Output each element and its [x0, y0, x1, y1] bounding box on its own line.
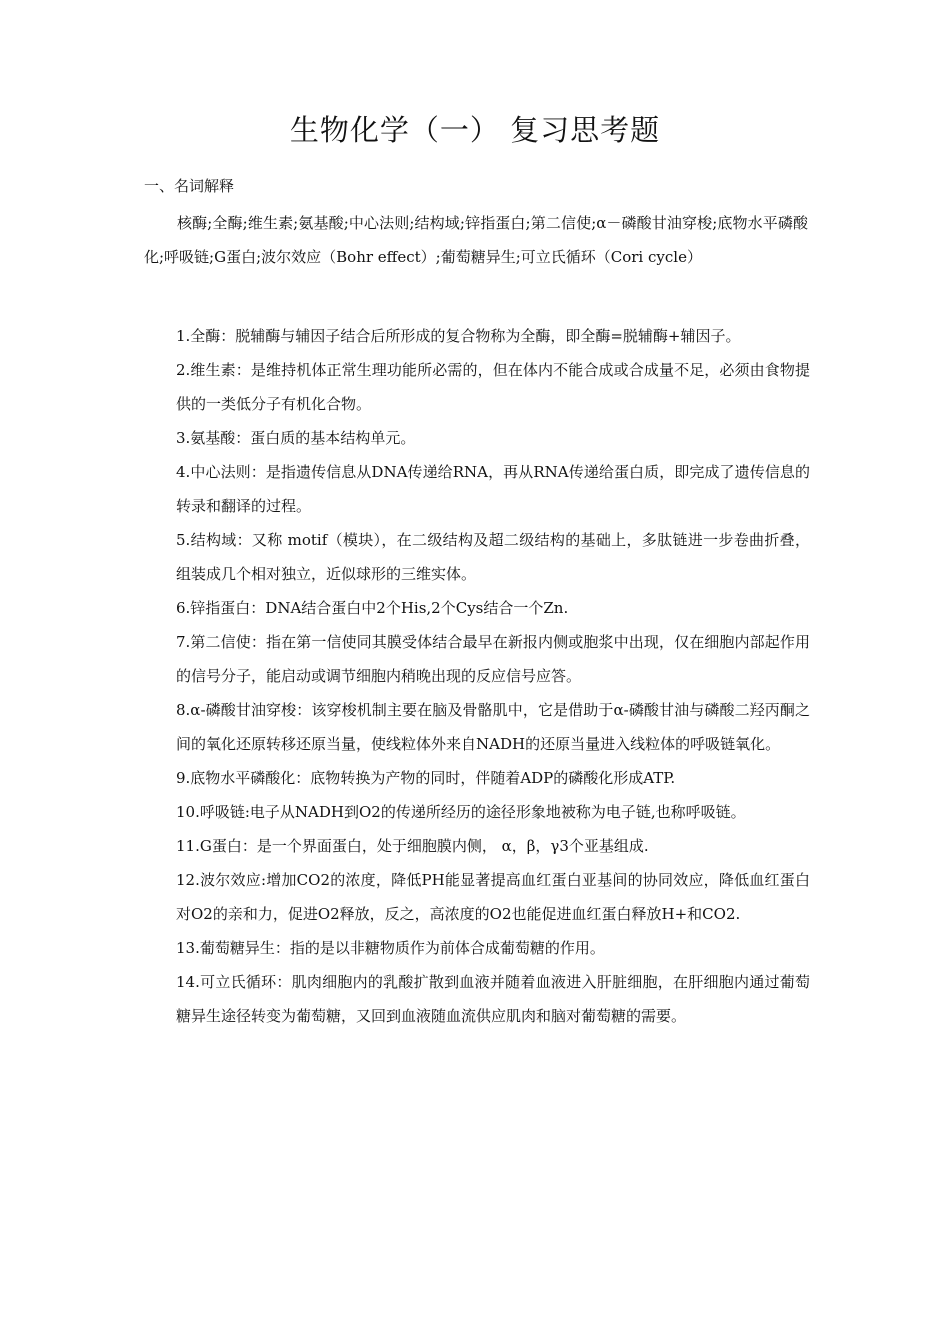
definition-item: 5.结构域：又称 motif（模块），在二级结构及超二级结构的基础上，多肽链进一步卷曲折叠，组装成几个相对独立，近似球形的三维实体。	[176, 531, 810, 583]
definition-item: 14.可立氏循环：肌肉细胞内的乳酸扩散到血液并随着血液进入肝脏细胞，在肝细胞内通过葡萄糖异生途径转变为葡萄糖，又回到血液随血流供应肌肉和脑对葡萄糖的需要。	[176, 973, 810, 1025]
definition-item: 3.氨基酸：蛋白质的基本结构单元。	[176, 429, 416, 447]
section-heading: 一、名词解释	[144, 177, 235, 195]
definition-item: 1.全酶：脱辅酶与辅因子结合后所形成的复合物称为全酶，即全酶=脱辅酶+辅因子。	[176, 327, 741, 345]
definition-item: 9.底物水平磷酸化：底物转换为产物的同时，伴随着ADP的磷酸化形成ATP.	[176, 769, 676, 787]
term-list-paragraph: 核酶;全酶;维生素;氨基酸;中心法则;结构域;锌指蛋白;第二信使;α－磷酸甘油穿梭;底物水平磷酸化;呼吸链;G蛋白;波尔效应（Bohr effect）;葡萄糖异生;可立氏循环（Cori cycle）	[144, 214, 808, 266]
definition-item: 6.锌指蛋白：DNA结合蛋白中2个His,2个Cys结合一个Zn.	[176, 599, 569, 617]
definition-item: 7.第二信使：指在第一信使同其膜受体结合最早在新报内侧或胞浆中出现，仅在细胞内部起作用的信号分子，能启动或调节细胞内稍晚出现的反应信号应答。	[176, 633, 810, 685]
definition-item: 2.维生素：是维持机体正常生理功能所必需的，但在体内不能合成或合成量不足，必须由食物提供的一类低分子有机化合物。	[176, 361, 810, 413]
definition-item: 12.波尔效应:增加CO2的浓度，降低PH能显著提高血红蛋白亚基间的协同效应，降低血红蛋白对O2的亲和力，促进O2释放，反之，高浓度的O2也能促进血红蛋白释放H+和CO2.	[176, 871, 810, 923]
definition-item: 8.α-磷酸甘油穿梭：该穿梭机制主要在脑及骨骼肌中，它是借助于α-磷酸甘油与磷酸二羟丙酮之间的氧化还原转移还原当量，使线粒体外来自NADH的还原当量进入线粒体的呼吸链氧化。	[176, 701, 810, 753]
page-title: 生物化学（一） 复习思考题	[289, 113, 661, 147]
definition-item: 4.中心法则：是指遗传信息从DNA传递给RNA，再从RNA传递给蛋白质，即完成了遗传信息的转录和翻译的过程。	[176, 463, 810, 515]
definition-item: 10.呼吸链:电子从NADH到O2的传递所经历的途径形象地被称为电子链,也称呼吸链。	[176, 803, 746, 821]
definition-list	[176, 319, 810, 1033]
definition-item: 13.葡萄糖异生：指的是以非糖物质作为前体合成葡萄糖的作用。	[176, 939, 605, 957]
definition-item: 11.G蛋白：是一个界面蛋白，处于细胞膜内侧， α，β，γ3个亚基组成.	[176, 837, 649, 855]
